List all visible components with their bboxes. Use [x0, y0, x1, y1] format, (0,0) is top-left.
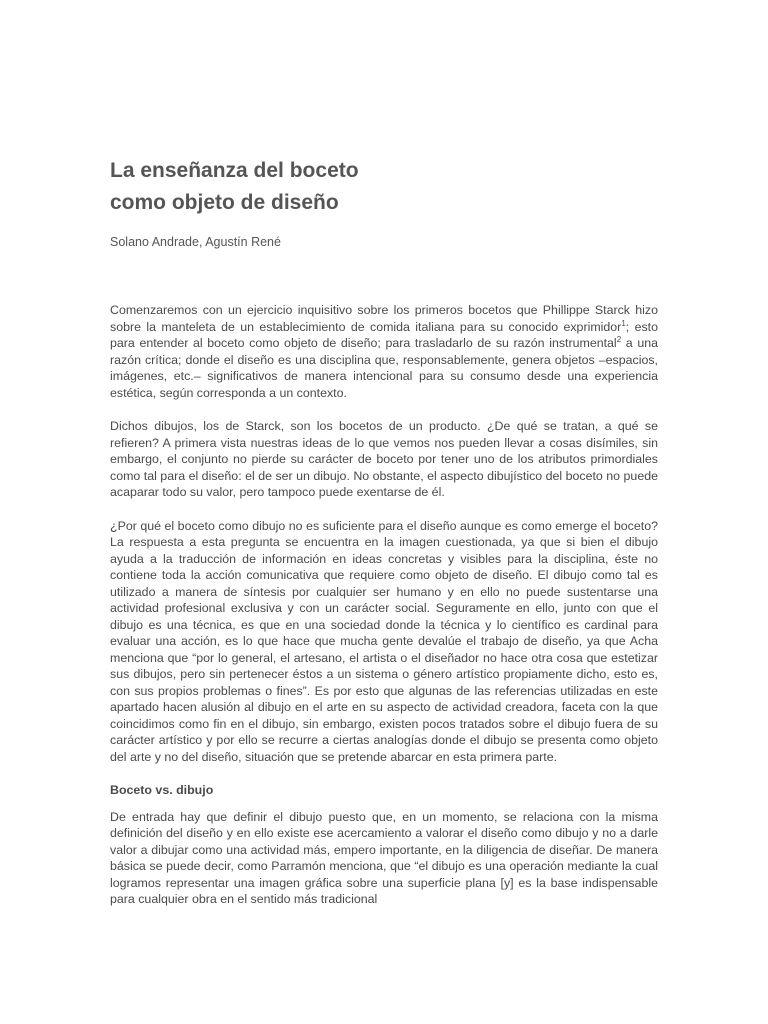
body-text — [110, 302, 658, 925]
footnote-ref-1: 1 — [621, 318, 626, 328]
title-line-1: La enseñanza del boceto — [110, 159, 359, 182]
paragraph-4: De entrada hay que definir el dibujo puesto que, en un momento, se relaciona con la misma definición del diseño y en ello existe ese acercamiento a valorar el diseño como dibujo y no a darle valor a dibujar como una actividad más, empero importante, en la diligencia de diseñar. De manera básica se puede decir, como Parramón menciona, que “el dibujo es una operación mediante la cual logramos representar una imagen gráfica sobre una superficie plana [y] es la base indispensable para cualquier obra en el sentido más tradicional — [110, 809, 658, 906]
paragraph-1 — [110, 302, 658, 401]
title-line-2: como objeto de diseño — [110, 191, 339, 214]
paragraph-1-part-a: Comenzaremos con un ejercicio inquisitivo sobre los primeros bocetos que Phillippe Starck hizo sobre la manteleta de un establecimiento de comida italiana para su conocido exprimidor — [110, 303, 658, 334]
page-title — [110, 155, 670, 219]
paragraph-3: ¿Por qué el boceto como dibujo no es suficiente para el diseño aunque es como emerge el boceto? La respuesta a esta pregunta se encuentra en la imagen cuestionada, ya que si bien el dibujo ayuda a la traducción de información en ideas concretas y visibles para la disciplina, éste no contiene toda la acción comunicativa que requiere como objeto de diseño. El dibujo como tal es utilizado a manera de síntesis por cualquier ser humano y en ello no puede sustentarse una actividad profesional exclusiva y con un carácter social. Seguramente en ello, junto con que el dibujo es una técnica, es que en una sociedad donde la técnica y lo científico es cardinal para evaluar una acción, es lo que hace que mucha gente devalúe el trabajo de diseño, ya que Acha menciona que “por lo general, el artesano, el artista o el diseñador no hace otra cosa que estetizar sus dibujos, pero sin pertenecer éstos a un sistema o género artístico propiamente dicho, esto es, con sus propios problemas o fines”. Es por esto que algunas de las referencias utilizadas en este apartado hacen alusión al dibujo en el arte en su aspecto de actividad creadora, faceta con la que coincidimos como fin en el dibujo, sin embargo, existen pocos tratados sobre el dibujo fuera de su carácter artístico y por ello se recurre a ciertas analogías donde el dibujo se presenta como objeto del arte y no del diseño, situación que se pretende abarcar en esta primera parte. — [110, 518, 658, 764]
author-name: Solano Andrade, Agustín René — [110, 235, 281, 249]
footnote-ref-2: 2 — [616, 334, 622, 344]
section-heading: Boceto vs. dibujo — [110, 783, 214, 797]
paragraph-2: Dichos dibujos, los de Starck, son los bocetos de un producto. ¿De qué se tratan, a qué se refieren? A primera vista nuestras ideas de lo que vemos nos pueden llevar a cosas disímiles, sin embargo, el conjunto no pierde su carácter de boceto por tener uno de los atributos primordiales como tal para el diseño: el de ser un dibujo. No obstante, el aspecto dibujístico del boceto no puede acaparar todo su valor, pero tampoco puede exentarse de él. — [110, 419, 658, 499]
paragraph-1-part-b: ; esto para entender al boceto como objeto de diseño; para trasladarlo de su razón instrumental — [110, 319, 658, 350]
paragraph-1-part-c: a una razón crítica; donde el diseño es una disciplina que, responsablemente, genera objetos –espacios, imágenes, etc.– significativos de manera intencional para su consumo desde una experiencia estética, según corresponda a un contexto. — [110, 336, 658, 400]
